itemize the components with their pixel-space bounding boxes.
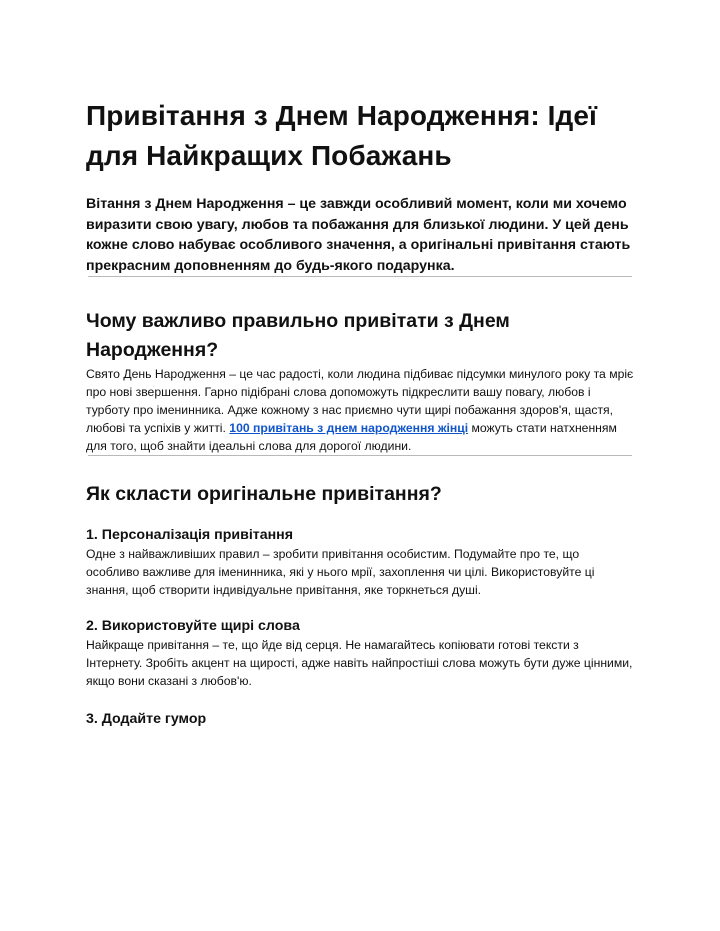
subheading-sincere-words: 2. Використовуйте щирі слова — [86, 618, 300, 634]
paragraph-text: можуть стати натхненням для того, щоб знайти ідеальні слова для дорогої людини. — [86, 421, 617, 453]
subheading-humor: 3. Додайте гумор — [86, 711, 207, 727]
birthday-wishes-link[interactable]: 100 привітань з днем народження жінці — [229, 421, 469, 435]
section-heading-why: Чому важливо правильно привітати з Днем Народження? — [86, 310, 510, 361]
section-paragraph-why — [86, 365, 634, 455]
paragraph-personalization: Одне з найважливіших правил – зробити привітання особистим. Подумайте про те, що особливо важливе для іменинника, які у нього мрії, захоплення чи цілі. Використовуйте ці знання, щоб створити індивідуальне привітання, яке торкнеться душі. — [86, 547, 595, 597]
section-heading-how: Як скласти оригінальне привітання? — [86, 483, 442, 505]
page-title: Привітання з Днем Народження: Ідеї для Найкращих Побажань — [86, 100, 598, 171]
intro-paragraph: Вітання з Днем Народження – це завжди особливий момент, коли ми хочемо виразити свою увагу, любов та побажання для близької людини. У цей день кожне слово набуває особливого значення, а оригінальні привітання стають прекрасним доповненням до будь-якого подарунка. — [86, 196, 631, 274]
subheading-personalization: 1. Персоналізація привітання — [86, 527, 294, 543]
paragraph-text: Свято День Народження – це час радості, коли людина підбиває підсумки минулого року та мріє про нові звершення. Гарно підібрані слова допоможуть підкреслити вашу повагу, любов і турботу про іменинника. Адже кожному з нас приємно чути щирі побажання здоров'я, щастя, любові та успіхів у житті. — [86, 367, 634, 435]
paragraph-sincere-words: Найкраще привітання – те, що йде від серця. Не намагайтесь копіювати готові тексти з Інтернету. Зробіть акцент на щирості, адже навіть найпростіші слова можуть бути дуже цінними, якщо вони сказані з любов'ю. — [86, 638, 633, 688]
divider — [88, 276, 632, 277]
divider — [88, 455, 632, 456]
document-content — [86, 96, 634, 729]
